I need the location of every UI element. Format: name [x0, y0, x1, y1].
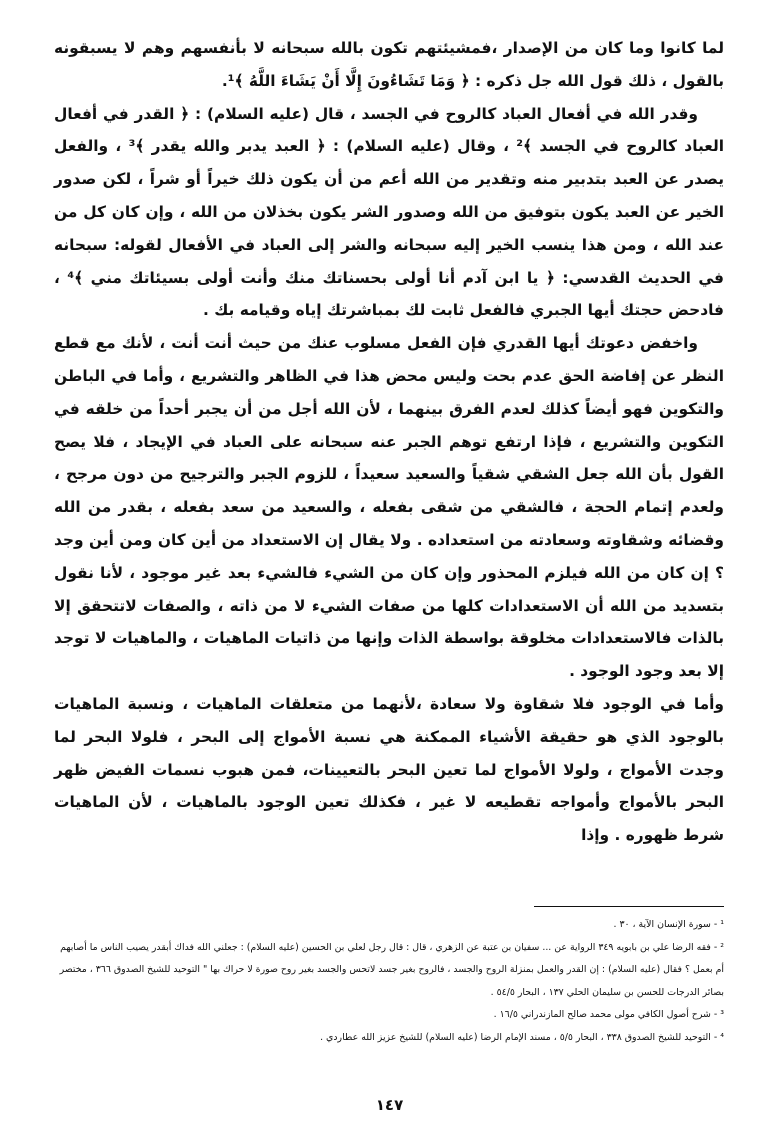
body-paragraph: وقدر الله في أفعال العباد كالروح في الجسد ، قال (عليه السلام) : ﴿ القدر في أفعال العباد كالروح في الجسد ﴾² ، وقال (عليه السلام) : ﴿ العبد يدبر والله يقدر ﴾³ ، والفعل يصدر عن العبد بتدبير منه وتقدير من الله أعم من أن يكون ذلك خيراً أو شراً ، لكن صدور الخير عن العبد يكون بتوفيق من الله وصدور الشر يكون بخذلان من الله ، وإن كان كل من عند الله ، ومن هذا ينسب الخير إليه سبحانه والشر إلى العباد في الأفعال لقوله: سبحانه في الحديث القدسي: ﴿ يا ابن آدم أنا أولى بحسناتك منك وأنت أولى بسيئاتك مني ﴾⁴ ، فادحض حجتك أيها الجبري فالفعل ثابت لك بمباشرتك إياه وقيامه بك . — [54, 104, 725, 320]
footnote: ⁴ - التوحيد للشيخ الصدوق ٣٣٨ ، البحار ٥/٥ ، مسند الإمام الرضا (عليه السلام) للشيخ عزيز الله عطاردي . — [320, 1031, 724, 1043]
footnote: ³ - شرح أصول الكافي مولى محمد صالح المازندراني ١٦/٥ . — [493, 1009, 724, 1020]
footnotes — [54, 914, 724, 1049]
main-text — [54, 32, 724, 852]
footnote: ² - فقه الرضا علي بن بابويه ٣٤٩ الرواية عن ... سفيان بن عتبة عن الزهري ، قال : قال رجل لعلي بن الحسين (عليه السلام) : جعلني الله فداك أبقدر يصيب الناس ما أصابهم أم بعمل ؟ فقال (عليه السلام) : إن القدر والعمل بمنزلة الروح والجسد ، فالروح بغير جسد لاتحس والجسد بغير روح صورة لا حراك بها " التوحيد للشيخ الصدوق ٣٦٦ ، مختصر بصائر الدرجات للحسن بن سليمان الحلي ١٣٧ ، البحار ٥٤/٥ . — [59, 941, 724, 998]
body-paragraph: وأما في الوجود فلا شقاوة ولا سعادة ،لأنهما من متعلقات الماهيات ، ونسبة الماهيات بالوجود الذي هو حقيقة الأشياء الممكنة هي نسبة الأمواج إلى البحر ، فلولا البحر لما وجدت الأمواج ، ولولا الأمواج لما تعين البحر بالتعيينات، فمن هبوب نسمات الفيض ظهر البحر بالأمواج وأمواجه تقطيعه لا غير ، فكذلك تعين الوجود بالماهيات ، لأن الماهيات شرط ظهوره . وإذا — [54, 694, 724, 845]
body-paragraph: لما كانوا وما كان من الإصدار ،فمشيئتهم تكون بالله سبحانه لا بأنفسهم وهم لا يسبقونه بالقول ، ذلك قول الله جل ذكره : ﴿ وَمَا تَشَاءُونَ إِلَّا أَنْ يَشَاءَ اللَّهُ ﴾¹. — [54, 39, 724, 90]
page-number: ١٤٧ — [375, 1096, 404, 1114]
footnote: ¹ - سورة الإنسان الآية ، ٣٠ . — [613, 919, 724, 930]
footnote-divider — [534, 906, 724, 907]
body-paragraph: واخفض دعوتك أيها القدري فإن الفعل مسلوب عنك من حيث أنت أنت ، لأنك مع قطع النظر عن إفاضة الحق عدم بحت وليس محض هذا في الظاهر والتشريع ، وأما في الباطن والتكوين فهو أيضاً كذلك لعدم الفرق بينهما ، لأن الله أجل من أن يجبر أحداً من خلقه في التكوين والتشريع ، فإذا ارتفع توهم الجبر عنه سبحانه على العباد في الإيجاد ، فلا يصح القول بأن الله جعل الشقي شقياً والسعيد سعيداً ، للزوم الجبر والترجيح من دون مرجح ، ولعدم إتمام الحجة ، فالشقي من شقى بفعله ، والسعيد من سعد بفعله ، بقدر من الله وقضائه وشقاوته وسعادته من استعداده . ولا يقال إن الاستعداد من أين كان ومن أين وجد ؟ إن كان من الله فيلزم المحذور وإن كان من الشيء فالشيء بعد غير موجود ، لأنا نقول بتسديد من الله أن الاستعدادات كلها من صفات الشيء لا من ذاته ، والصفات لاتتحقق إلا بالذات فالاستعدادات مخلوقة بواسطة الذات وإنها من ذاتيات الماهيات ، والماهيات لا توجد إلا بعد وجود الوجود . — [54, 334, 724, 681]
